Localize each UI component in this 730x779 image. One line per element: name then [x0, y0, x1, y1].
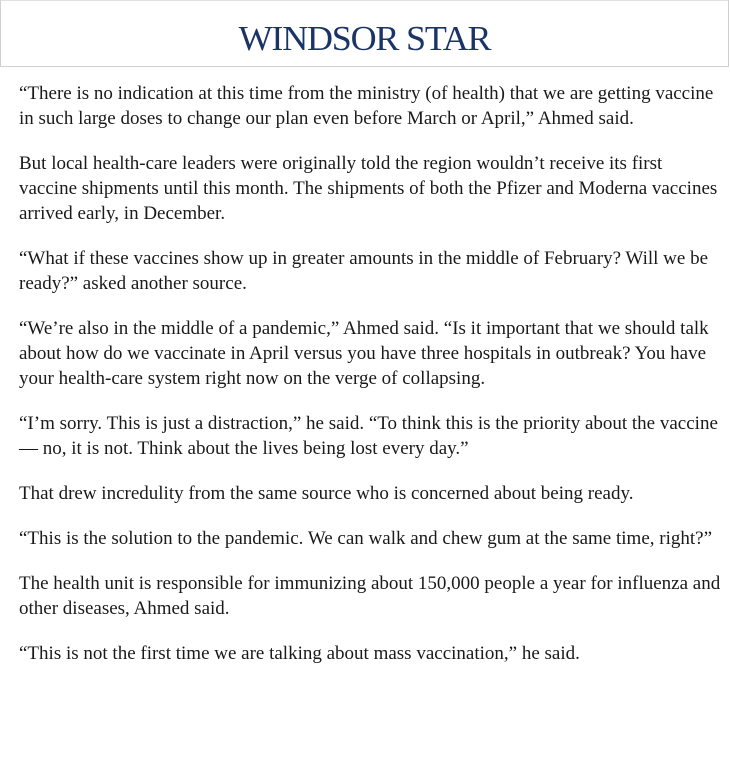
windsor-star-logo[interactable]: WINDSOR STAR: [238, 17, 491, 58]
article-paragraph-9: “This is not the first time we are talking about mass vaccination,” he said.: [19, 643, 580, 664]
article-paragraph-3: “What if these vaccines show up in greater amounts in the middle of February? Will we be ready?” asked another source.: [19, 248, 709, 294]
masthead: [0, 0, 729, 67]
article-paragraph-2: But local health-care leaders were originally told the region wouldn’t receive its first vaccine shipments until this month. The shipments of both the Pfizer and Moderna vaccines arrived early, in December.: [19, 153, 718, 224]
article-paragraph-6: That drew incredulity from the same source who is concerned about being ready.: [19, 483, 634, 504]
article-paragraph-5: “I’m sorry. This is just a distraction,” he said. “To think this is the priority about the vaccine — no, it is not. Think about the lives being lost every day.”: [19, 413, 718, 459]
article-paragraph-4: “We’re also in the middle of a pandemic,” Ahmed said. “Is it important that we should talk about how do we vaccinate in April versus you have three hospitals in outbreak? You have your health-care system right now on the verge of collapsing.: [19, 318, 709, 389]
article-body: [19, 81, 725, 686]
article-paragraph-8: The health unit is responsible for immunizing about 150,000 people a year for influenza and other diseases, Ahmed said.: [19, 573, 721, 619]
article-paragraph-7: “This is the solution to the pandemic. We can walk and chew gum at the same time, right?”: [19, 528, 713, 549]
article-paragraph-1: “There is no indication at this time from the ministry (of health) that we are getting vaccine in such large doses to change our plan even before March or April,” Ahmed said.: [19, 83, 714, 129]
